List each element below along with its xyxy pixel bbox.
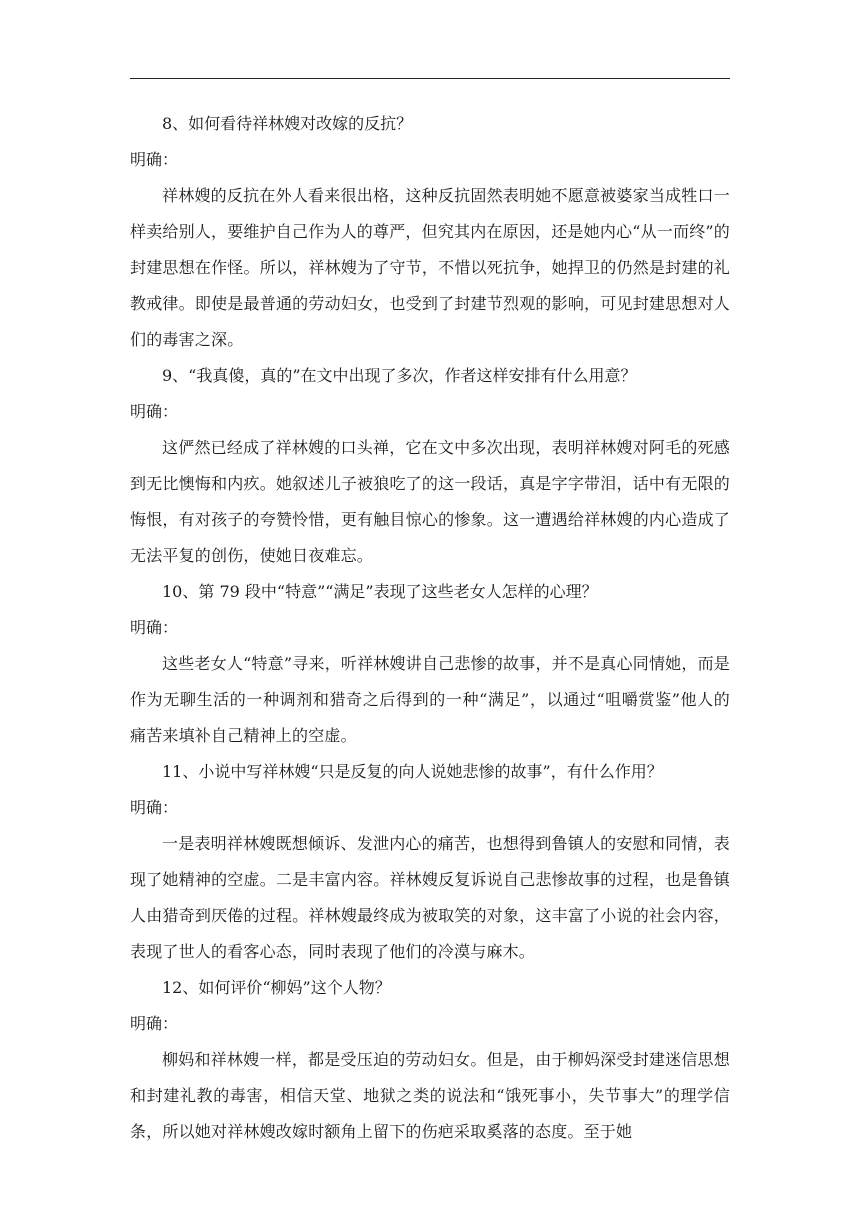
header-rule [130, 78, 730, 79]
question-8: 8、如何看待祥林嫂对改嫁的反抗？ [162, 114, 413, 133]
answer-label-8: 明确： [130, 150, 179, 169]
answer-8: 祥林嫂的反抗在外人看来很出格，这种反抗固然表明她不愿意被婆家当成牲口一样卖给别人，要维护自己作为人的尊严，但究其内在原因，还是她内心“从一而终”的封建思想在作怪。所以，祥林嫂为了守节，不惜以死抗争，她捍卫的仍然是封建的礼教戒律。即使是最普通的劳动妇女，也受到了封建节烈观的影响，可见封建思想对人们的毒害之深。 [130, 186, 730, 349]
question-12: 12、如何评价“柳妈”这个人物？ [162, 978, 391, 997]
answer-10: 这些老女人“特意”寻来，听祥林嫂讲自己悲惨的故事，并不是真心同情她，而是作为无聊生活的一种调剂和猎奇之后得到的一种“满足”，以通过“咀嚼赏鉴”他人的痛苦来填补自己精神上的空虚。 [130, 654, 730, 745]
answer-label-11: 明确： [130, 798, 179, 817]
question-9: 9、“我真傻，真的”在文中出现了多次，作者这样安排有什么用意？ [162, 366, 637, 385]
answer-label-10: 明确： [130, 618, 179, 637]
answer-label-9: 明确： [130, 402, 179, 421]
question-11: 11、小说中写祥林嫂“只是反复的向人说她悲惨的故事”，有什么作用？ [162, 762, 663, 781]
question-10: 10、第 79 段中“特意”“满足”表现了这些老女人怎样的心理？ [162, 582, 598, 601]
answer-9: 这俨然已经成了祥林嫂的口头禅，它在文中多次出现，表明祥林嫂对阿毛的死感到无比懊悔和内疚。她叙述儿子被狼吃了的这一段话，真是字字带泪，话中有无限的悔恨，有对孩子的夸赞怜惜，更有触目惊心的惨象。这一遭遇给祥林嫂的内心造成了无法平复的创伤，使她日夜难忘。 [130, 438, 730, 565]
answer-label-12: 明确： [130, 1014, 179, 1033]
answer-11: 一是表明祥林嫂既想倾诉、发泄内心的痛苦，也想得到鲁镇人的安慰和同情，表现了她精神的空虚。二是丰富内容。祥林嫂反复诉说自己悲惨故事的过程，也是鲁镇人由猎奇到厌倦的过程。祥林嫂最终成为被取笑的对象，这丰富了小说的社会内容，表现了世人的看客心态，同时表现了他们的冷漠与麻木。 [130, 834, 730, 961]
answer-12: 柳妈和祥林嫂一样，都是受压迫的劳动妇女。但是，由于柳妈深受封建迷信思想和封建礼教的毒害，相信天堂、地狱之类的说法和“饿死事小，失节事大”的理学信条，所以她对祥林嫂改嫁时额角上留下的伤疤采取奚落的态度。至于她 [130, 1050, 730, 1141]
document-body [130, 106, 730, 1150]
